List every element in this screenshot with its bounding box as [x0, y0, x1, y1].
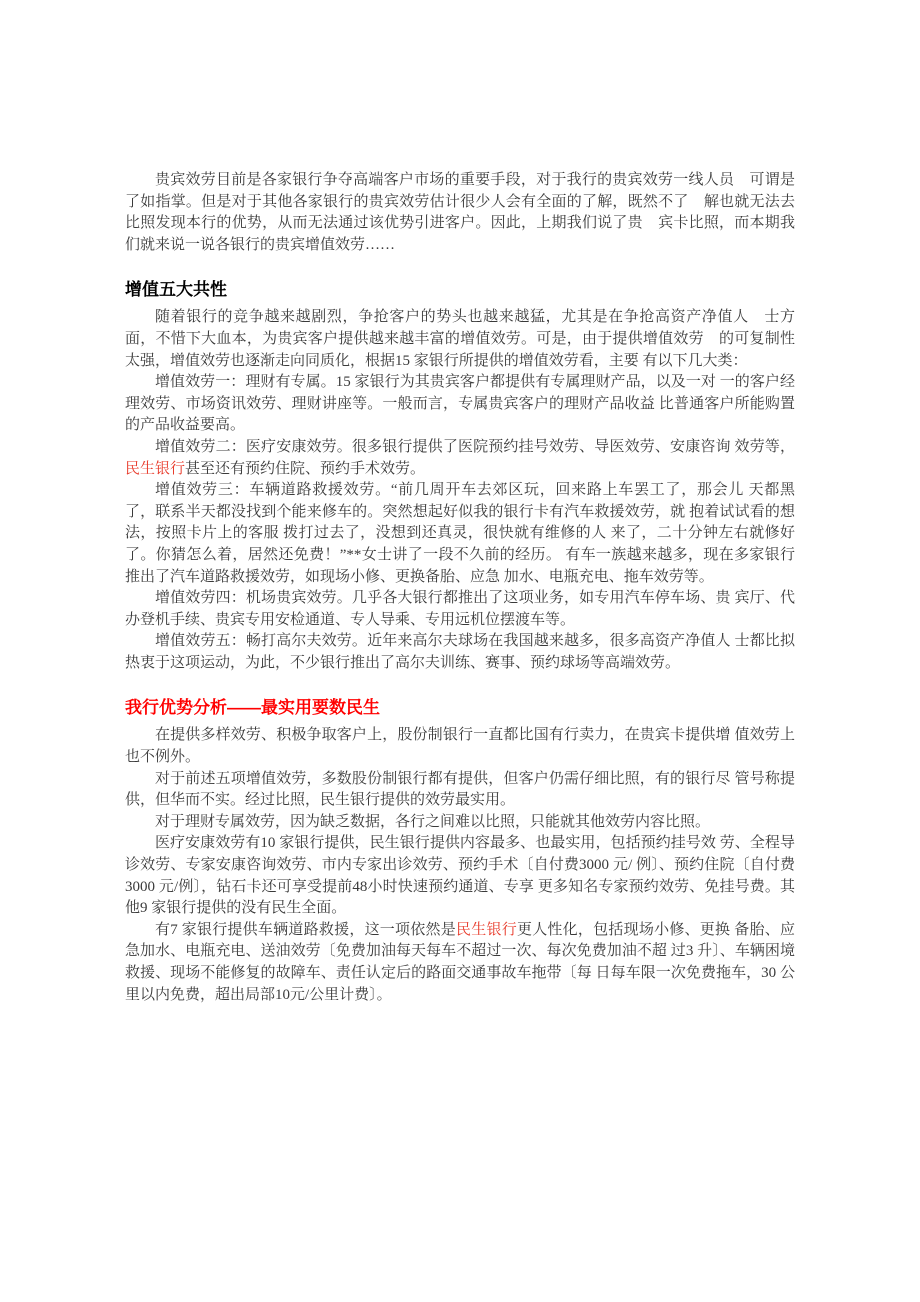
- paragraph-advantage-compare: [125, 769, 795, 812]
- paragraph-service-4-airport: [125, 588, 795, 631]
- intro-paragraph: [125, 170, 795, 256]
- service-4-text: 增值效劳四：机场贵宾效劳。几乎各大银行都推出了这项业务，如专用汽车停车场、贵 宾厅、代办登机手续、贵宾专用安检通道、专人导乘、专用远机位摆渡车等。: [125, 590, 795, 628]
- advantage-intro-text: 在提供多样效劳、积极争取客户上，股份制银行一直都比国有行卖力，在贵宾卡提供增 值效劳上也不例外。: [125, 727, 795, 766]
- advantage-compare-text: 对于前述五项增值效劳，多数股份制银行都有提供，但客户仍需仔细比照，有的银行尽 管号称提供，但华而不实。经过比照，民生银行提供的效劳最实用。: [125, 770, 795, 809]
- minsheng-bank-highlight: 民生银行: [125, 460, 186, 477]
- service-5-text: 增值效劳五：畅打高尔夫效劳。近年来高尔夫球场在我国越来越多，很多高资产净值人 士都比拟热衷于这项运动，为此，不少银行推出了高尔夫训练、赛事、预约球场等高端效劳。: [125, 633, 795, 671]
- service-1-text: 增值效劳一：理财有专属。15 家银行为其贵宾客户都提供有专属理财产品，以及一对 一的客户经理效劳、市场资讯效劳、理财讲座等。一般而言，专属贵宾客户的理财产品收益 比普通客户所能购置的产品收益要高。: [125, 374, 795, 434]
- service-2-text-pre: 增值效劳二：医疗安康效劳。很多银行提供了医院预约挂号效劳、导医效劳、安康咨询 效劳等，: [155, 438, 795, 455]
- overview-text: 随着银行的竞争越来越剧烈，争抢客户的势头也越来越猛，尤其是在争抢高资产净值人 士方面，不惜下大血本，为贵宾客户提供越来越丰富的增值效劳。可是，由于提供增值效劳 的可复制性太强，增值效劳也逐渐走向同质化，根据15 家银行所提供的增值效劳看，主要 有以下几大类：: [125, 309, 795, 369]
- service-2-text-post: 甚至还有预约住院、预约手术效劳。: [185, 460, 426, 477]
- paragraph-advantage-wealth: [125, 812, 795, 834]
- minsheng-bank-highlight: 民生银行: [456, 921, 517, 938]
- advantage-wealth-text: 对于理财专属效劳，因为缺乏数据，各行之间难以比照，只能就其他效劳内容比照。: [155, 813, 711, 830]
- paragraph-service-2-medical: [125, 437, 795, 480]
- paragraph-service-1-wealth: [125, 372, 795, 437]
- paragraph-advantage-rescue: [125, 920, 795, 1006]
- paragraph-service-3-road-rescue: [125, 480, 795, 588]
- paragraph-advantage-intro: [125, 725, 795, 768]
- paragraph-service-5-golf: [125, 631, 795, 674]
- paragraph-overview: [125, 307, 795, 372]
- paragraph-advantage-medical: [125, 833, 795, 919]
- section-heading-advantage-analysis: 我行优势分析——最实用要数民生: [125, 698, 380, 718]
- section-heading-common-features: 增值五大共性: [125, 280, 227, 300]
- advantage-medical-text: 医疗安康效劳有10 家银行提供，民生银行提供内容最多、也最实用，包括预约挂号效 劳、全程导诊效劳、专家安康咨询效劳、市内专家出诊效劳、预约手术〔自付费3000 元/ 例〕、预约住院〔自付费3000 元/例〕，钻石卡还可享受提前48小时快速预约通道、专享 更多知名专家预约效劳、免挂号费。其他9 家银行提供的没有民生全面。: [125, 835, 795, 917]
- advantage-rescue-text-post: 更人性化，包括现场小修、更换 备胎、应急加水、电瓶充电、送油效劳〔免费加油每天每车不超过一次、每次免费加油不超 过3 升〕、车辆困境救援、现场不能修复的故障车、责任认定后的路面交通事故车拖带〔每 日每车限一次免费拖车，30 公里以内免费，超出局部10元/公里计费〕。: [125, 921, 795, 1003]
- document-content: [125, 170, 795, 1006]
- intro-text: 贵宾效劳目前是各家银行争夺高端客户市场的重要手段，对于我行的贵宾效劳一线人员 可谓是了如指掌。但是对于其他各家银行的贵宾效劳估计很少人会有全面的了解，既然不了 解也就无法去比照发现本行的优势，从而无法通过该优势引进客户。因此，上期我们说了贵 宾卡比照，而本期我们就来说一说各银行的贵宾增值效劳……: [125, 172, 795, 253]
- service-3-text: 增值效劳三：车辆道路救援效劳。“前几周开车去郊区玩，回来路上车罢工了，那会儿 天都黑了，联系半天都没找到个能来修车的。突然想起好似我的银行卡有汽车救援效劳，就 抱着试试看的想法，按照卡片上的客服 拨打过去了，没想到还真灵，很快就有维修的人 来了，二十分钟左右就修好了。你猜怎么着，居然还免费！”**女士讲了一段不久前的经历。 有车一族越来越多，现在多家银行推出了汽车道路救援效劳，如现场小修、更换备胎、应急 加水、电瓶充电、拖车效劳等。: [125, 482, 795, 585]
- advantage-rescue-text-pre: 有7 家银行提供车辆道路救援，这一项依然是: [155, 921, 456, 938]
